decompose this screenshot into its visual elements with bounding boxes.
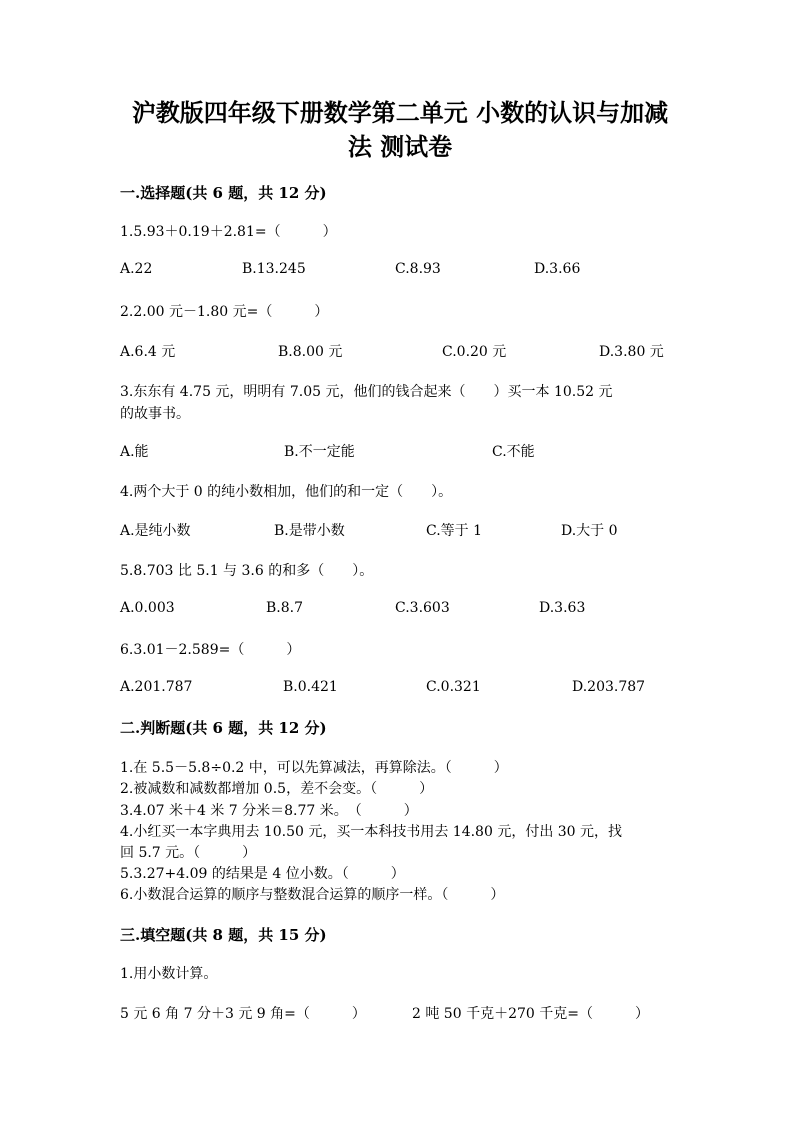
option-b: B.8.7 xyxy=(266,600,304,616)
option-a: A.22 xyxy=(120,261,153,277)
page-title-line1: 沪教版四年级下册数学第二单元 小数的认识与加减 xyxy=(131,98,669,127)
judgement-item: 3.4.07 米＋4 米 7 分米＝8.77 米。 （ ） xyxy=(120,803,418,819)
option-d: D.大于 0 xyxy=(561,523,618,539)
option-a: A.能 xyxy=(120,444,149,460)
section-heading-judgement: 二.判断题(共 6 题，共 12 分) xyxy=(120,719,327,737)
option-c: C.8.93 xyxy=(395,261,441,277)
option-d: D.3.80 元 xyxy=(599,344,664,360)
option-c: C.3.603 xyxy=(395,600,450,616)
option-d: D.3.63 xyxy=(539,600,586,616)
option-c: C.等于 1 xyxy=(426,523,483,539)
option-b: B.是带小数 xyxy=(274,523,345,539)
option-c: C.不能 xyxy=(492,444,535,460)
question-text: 3.东东有 4.75 元，明明有 7.05 元，他们的钱合起来（ ）买一本 10.52 元 xyxy=(120,384,613,400)
option-d: D.203.787 xyxy=(572,679,646,695)
judgement-item: 1.在 5.5－5.8÷0.2 中，可以先算减法，再算除法。（ ） xyxy=(120,760,508,776)
fill-item-a: 5 元 6 角 7 分＋3 元 9 角=（ ） xyxy=(120,1006,366,1022)
fill-question-text: 1.用小数计算。 xyxy=(120,966,218,982)
section-heading-choice: 一.选择题(共 6 题，共 12 分) xyxy=(120,184,327,202)
question-text: 5.8.703 比 5.1 与 3.6 的和多（ ）。 xyxy=(120,563,374,579)
page-title-line2: 法 测试卷 xyxy=(347,132,453,161)
judgement-item: 5.3.27+4.09 的结果是 4 位小数。（ ） xyxy=(120,866,405,882)
option-b: B.0.421 xyxy=(283,679,338,695)
option-d: D.3.66 xyxy=(534,261,581,277)
option-a: A.0.003 xyxy=(120,600,175,616)
judgement-item: 6.小数混合运算的顺序与整数混合运算的顺序一样。（ ） xyxy=(120,887,505,903)
judgement-item: 2.被减数和减数都增加 0.5，差不会变。（ ） xyxy=(120,781,434,797)
option-b: B.13.245 xyxy=(242,261,306,277)
option-a: A.201.787 xyxy=(120,679,193,695)
question-text: 1.5.93＋0.19＋2.81=（ ） xyxy=(120,224,337,240)
option-a: A.6.4 元 xyxy=(120,344,176,360)
question-text: 4.两个大于 0 的纯小数相加，他们的和一定（ ）。 xyxy=(120,484,453,500)
fill-item-b: 2 吨 50 千克＋270 千克=（ ） xyxy=(412,1006,649,1022)
option-a: A.是纯小数 xyxy=(120,523,191,539)
option-b: B.不一定能 xyxy=(284,444,355,460)
judgement-item: 4.小红买一本字典用去 10.50 元，买一本科技书用去 14.80 元，付出 30 元，找 xyxy=(120,824,623,840)
option-c: C.0.321 xyxy=(426,679,481,695)
judgement-item-cont: 回 5.7 元。（ ） xyxy=(120,845,257,861)
section-heading-fill: 三.填空题(共 8 题，共 15 分) xyxy=(120,926,327,944)
option-c: C.0.20 元 xyxy=(442,344,507,360)
question-text-cont: 的故事书。 xyxy=(120,406,190,422)
question-text: 6.3.01－2.589=（ ） xyxy=(120,642,301,658)
option-b: B.8.00 元 xyxy=(278,344,343,360)
question-text: 2.2.00 元－1.80 元=（ ） xyxy=(120,304,329,320)
